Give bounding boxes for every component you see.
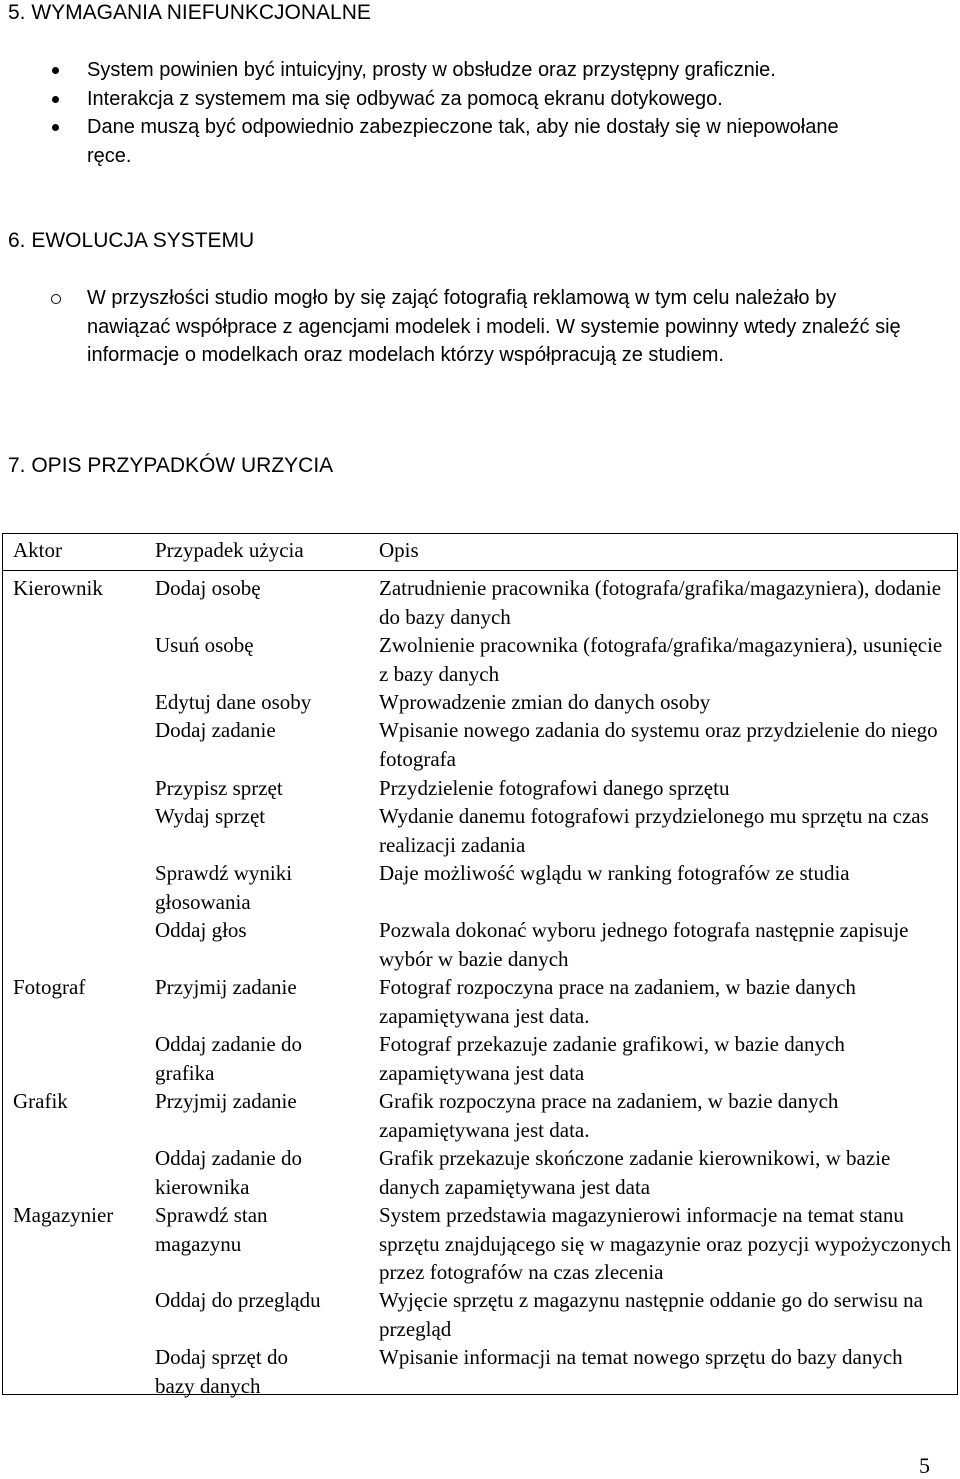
list-item [0,56,960,85]
section-7-title: 7. OPIS PRZYPADKÓW URZYCIA [8,454,334,477]
page-number: 5 [919,1453,930,1478]
use-case-cell: Oddaj zadanie do kierownika [155,1146,302,1199]
list-item [0,284,960,370]
actor-cell: Kierownik [13,576,103,600]
bullet-icon [51,294,61,304]
use-case-cell: Sprawdź stan magazynu [155,1203,268,1256]
list-item-text: Dane muszą być odpowiednio zabezpieczone tak, aby nie dostały się w niepowołane ręce. [87,116,839,167]
section-6-title: 6. EWOLUCJA SYSTEMU [8,229,255,252]
use-case-cell: Oddaj do przeglądu [155,1288,321,1312]
description-cell: Pozwala dokonać wyboru jednego fotografa następnie zapisuje wybór w bazie danych [379,918,909,971]
description-cell: Wprowadzenie zmian do danych osoby [379,690,711,714]
section-5-title: 5. WYMAGANIA NIEFUNKCJONALNE [8,1,371,24]
description-cell: Wydanie danemu fotografowi przydzielonego mu sprzętu na czas realizacji zadania [379,804,929,857]
use-case-table [2,533,958,1398]
list-item-text: W przyszłości studio mogło by się zająć fotografią reklamową w tym celu należało by nawiązać współprace z agencjami modelek i modeli. W systemie powinny wtedy znaleźć się informacje o modelkach oraz modelach którzy współpracują ze studiem. [87,287,901,366]
list-item-text: Interakcja z systemem ma się odbywać za pomocą ekranu dotykowego. [87,87,723,110]
description-cell: Grafik rozpoczyna prace na zadaniem, w bazie danych zapamiętywana jest data. [379,1089,839,1142]
use-case-cell: Wydaj sprzęt [155,804,266,828]
header-description: Opis [379,538,419,562]
use-case-cell: Sprawdź wyniki głosowania [155,861,293,914]
header-use-case: Przypadek użycia [155,538,304,562]
header-actor: Aktor [13,538,62,562]
bullet-icon [52,96,59,103]
actor-cell: Magazynier [13,1203,114,1227]
use-case-cell: Oddaj zadanie do grafika [155,1032,302,1085]
bullet-icon [52,67,59,74]
description-cell: Grafik przekazuje skończone zadanie kierownikowi, w bazie danych zapamiętywana jest data [379,1146,891,1199]
use-case-cell: Dodaj sprzęt do bazy danych [155,1345,288,1398]
description-cell: Fotograf rozpoczyna prace na zadaniem, w bazie danych zapamiętywana jest data. [379,975,856,1028]
use-case-cell: Przyjmij zadanie [155,975,297,999]
description-cell: Zwolnienie pracownika (fotografa/grafika/magazyniera), usunięcie z bazy danych [379,633,943,686]
description-cell: Daje możliwość wglądu w ranking fotografów ze studia [379,861,850,885]
actor-cell: Grafik [13,1089,68,1113]
list-item-text: System powinien być intuicyjny, prosty w obsłudze oraz przystępny graficznie. [87,59,776,81]
description-cell: Przydzielenie fotografowi danego sprzętu [379,776,730,800]
use-case-cell: Dodaj osobę [155,576,261,600]
section-5-list [0,56,960,170]
use-case-cell: Przypisz sprzęt [155,776,283,800]
description-cell: Wpisanie nowego zadania do systemu oraz przydzielenie do niego fotografa [379,718,938,771]
description-cell: Fotograf przekazuje zadanie grafikowi, w bazie danych zapamiętywana jest data [379,1032,845,1085]
use-case-cell: Oddaj głos [155,918,247,942]
use-case-cell: Przyjmij zadanie [155,1089,297,1113]
description-cell: Wpisanie informacji na temat nowego sprzętu do bazy danych [379,1345,903,1369]
bullet-icon [52,124,59,131]
description-cell: Wyjęcie sprzętu z magazynu następnie oddanie go do serwisu na przegląd [379,1288,923,1341]
description-cell: Zatrudnienie pracownika (fotografa/grafika/magazyniera), dodanie do bazy danych [379,576,942,629]
actor-cell: Fotograf [13,975,86,999]
description-cell: System przedstawia magazynierowi informacje na temat stanu sprzętu znajdującego się w magazynie oraz pozycji wypożyczonych przez fotografów na czas zlecenia [379,1203,952,1284]
header-divider [3,570,957,571]
use-case-cell: Usuń osobę [155,633,254,657]
use-case-cell: Dodaj zadanie [155,718,276,742]
section-6-list [0,284,960,370]
list-item [0,113,960,170]
list-item [0,85,960,114]
use-case-cell: Edytuj dane osoby [155,690,312,714]
